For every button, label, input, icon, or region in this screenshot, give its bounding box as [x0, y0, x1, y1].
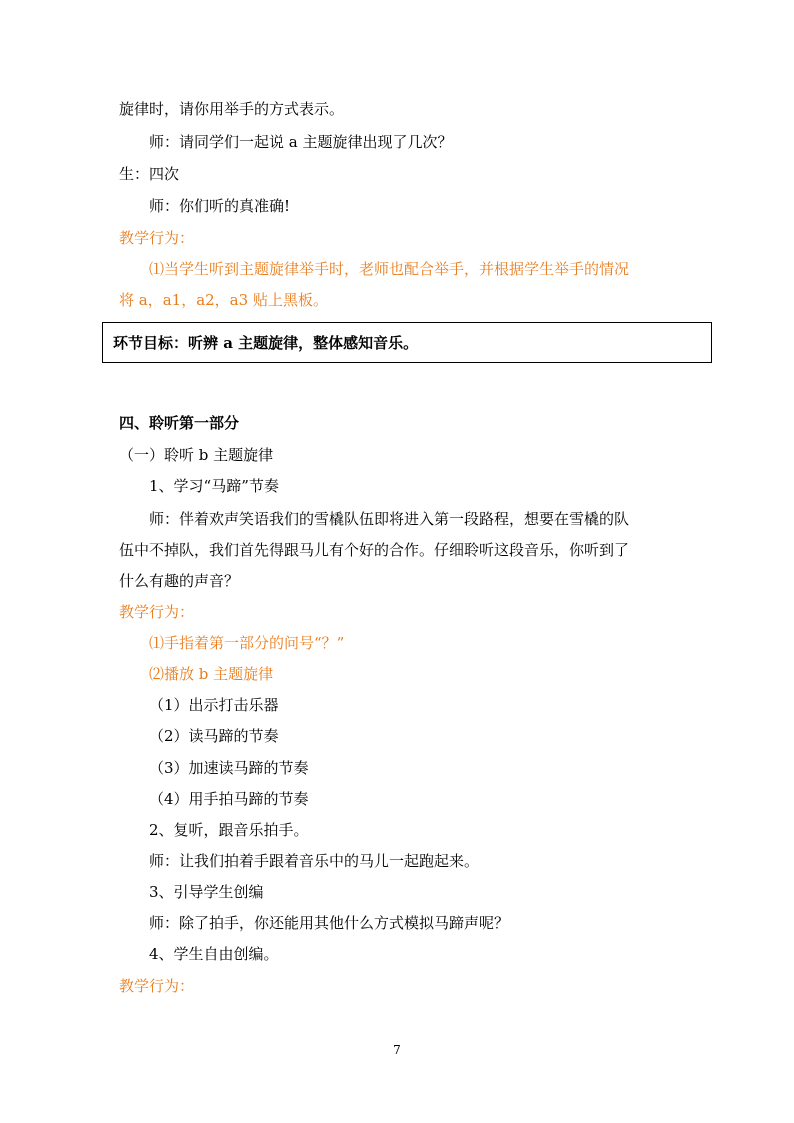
list-item: （4）用手拍马蹄的节奏 [149, 790, 309, 808]
teacher-line: 师：请同学们一起说 a 主题旋律出现了几次？ [149, 133, 453, 151]
step-heading: 4、学生自由创编。 [149, 945, 279, 963]
teacher-line: 师：让我们拍着手跟着音乐中的马儿一起跑起来。 [149, 852, 480, 870]
teacher-line: 师：除了拍手，你还能用其他什么方式模拟马蹄声呢？ [149, 914, 510, 932]
teaching-behavior-label: 教学行为： [119, 229, 195, 247]
section-heading: 四、聆听第一部分 [119, 414, 240, 432]
step-heading: 1、学习“马蹄”节奏 [149, 477, 279, 495]
list-item: （3）加速读马蹄的节奏 [149, 759, 309, 777]
teacher-line: 什么有趣的声音？ [119, 572, 240, 590]
list-item: （2）读马蹄的节奏 [149, 727, 279, 745]
student-line: 生：四次 [119, 165, 180, 183]
teacher-line: 师：你们听的真准确! [149, 197, 291, 215]
step-heading: 2、复听，跟音乐拍手。 [149, 821, 309, 839]
teaching-behavior-label: 教学行为： [119, 603, 195, 621]
teaching-behavior-item: ⑵播放 b 主题旋律 [149, 665, 274, 683]
step-heading: 3、引导学生创编 [149, 883, 264, 901]
teaching-behavior-item: ⑴当学生听到主题旋律举手时，老师也配合举手，并根据学生举手的情况 [149, 260, 630, 278]
teaching-behavior-item: 将 a，a1，a2，a3 贴上黑板。 [119, 291, 328, 309]
teacher-line: 师：伴着欢声笑语我们的雪橇队伍即将进入第一段路程，想要在雪橇的队 [149, 510, 630, 528]
teaching-behavior-label: 教学行为： [119, 977, 195, 995]
text-line: 旋律时，请你用举手的方式表示。 [119, 100, 345, 118]
page-number: 7 [393, 1043, 401, 1057]
goal-text: 环节目标：听辨 a 主题旋律，整体感知音乐。 [113, 334, 419, 352]
list-item: （1）出示打击乐器 [149, 696, 279, 714]
subsection-heading: （一）聆听 b 主题旋律 [119, 446, 274, 464]
teaching-behavior-item: ⑴手指着第一部分的问号“？” [149, 634, 345, 652]
teacher-line: 伍中不掉队，我们首先得跟马儿有个好的合作。仔细聆听这段音乐，你听到了 [119, 541, 630, 559]
goal-box [102, 322, 712, 363]
